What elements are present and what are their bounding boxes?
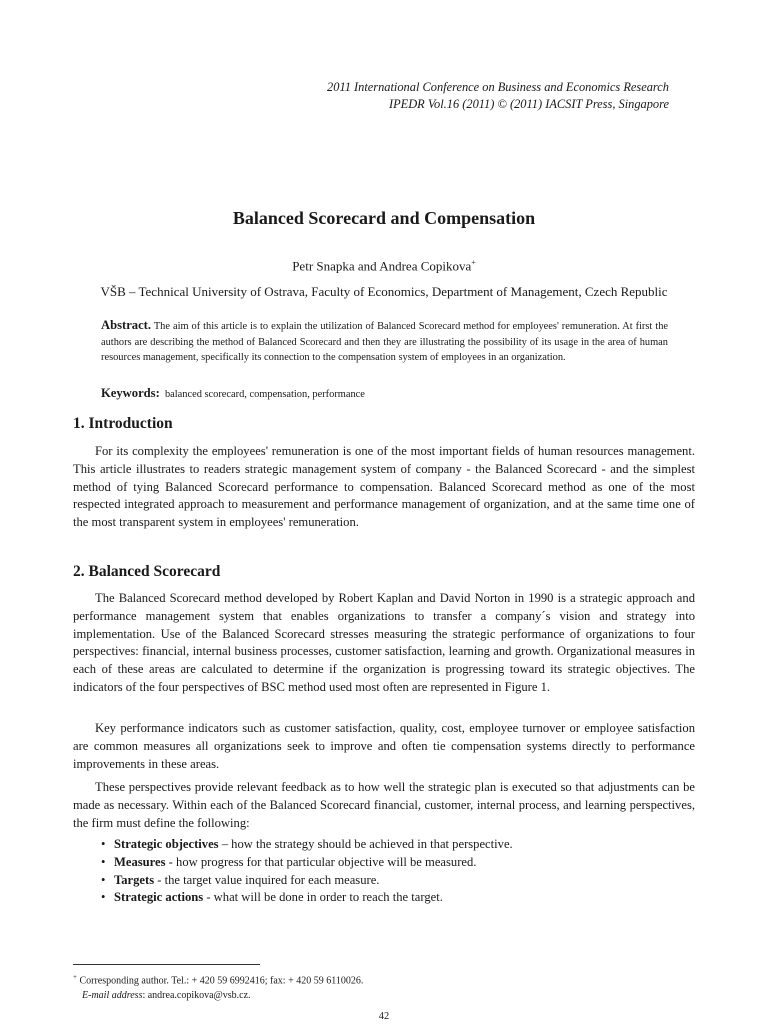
paper-title: Balanced Scorecard and Compensation xyxy=(232,208,536,228)
list-item-term: Strategic objectives xyxy=(114,837,219,851)
email-label: E-mail address xyxy=(82,989,143,1001)
keywords-text: balanced scorecard, compensation, performance xyxy=(164,389,365,400)
list-item-text: - the target value inquired for each measure. xyxy=(154,872,380,887)
balanced-scorecard-paragraph-3: These perspectives provide relevant feedback as to how well the strategic plan is executed so that adjustments can be made as necessary. Within each of the Balanced Scorecard financial, customer, internal process, and learning perspectives, the firm must define the following: xyxy=(73,780,695,830)
footnote-contact-text: Corresponding author. Tel.: + 420 59 6992416; fax: + 420 59 6110026. xyxy=(76,975,364,987)
list-item xyxy=(101,836,695,854)
footnote-contact xyxy=(73,970,363,989)
balanced-scorecard-paragraph-2: Key performance indicators such as customer satisfaction, quality, cost, employee turnover or employee satisfaction are common measures all organizations seek to improve and often tie compensation systems directly to performance improvements in these areas. xyxy=(73,721,695,771)
corresponding-author-mark: + xyxy=(471,258,476,267)
footnote-mark: + xyxy=(73,973,77,981)
footnote-divider xyxy=(73,964,260,965)
section-heading-introduction: 1. Introduction xyxy=(73,415,173,432)
bullet-icon: • xyxy=(101,854,106,869)
page-number: 42 xyxy=(378,1011,390,1022)
list-item xyxy=(101,889,695,907)
bullet-icon: • xyxy=(101,890,106,905)
list-item-term: Strategic actions xyxy=(114,890,204,905)
author-list xyxy=(0,258,768,274)
conference-header xyxy=(327,79,669,113)
list-item-text: - how progress for that particular objective will be measured. xyxy=(165,854,477,869)
footnote xyxy=(73,970,363,1004)
abstract-label: Abstract. xyxy=(101,318,152,332)
list-item-text: – how the strategy should be achieved in that perspective. xyxy=(218,837,513,851)
keywords xyxy=(101,386,365,401)
email-address: : andrea.copikova@vsb.cz. xyxy=(142,989,251,1001)
introduction-paragraph: For its complexity the employees' remuneration is one of the most important fields of human resources management. This article illustrates to readers strategic management system of company - the Balanced Scorecard - and the simplest method of tying Balanced Scorecard performance to compensation. Balanced Scorecard method as one of the most respected integrated approach to measurement and performance management of organization, and at the same time one of the most transparent system in employees' remuneration. xyxy=(73,444,695,530)
balanced-scorecard-paragraph-1: The Balanced Scorecard method developed by Robert Kaplan and David Norton in 1990 is a strategic approach and performance management system that enables organizations to transfer a company´s vision and strategy into implementation. Use of the Balanced Scorecard stresses measuring the strategic performance of organizations to four perspectives: financial, internal business processes, customer satisfaction, learning and growth. Organizational measures in each of these areas are calculated to determine if the organization is progressing toward its strategic objectives. The indicators of the four perspectives of BSC method used most often are represented in Figure 1. xyxy=(73,591,695,694)
list-item-text: - what will be done in order to reach the target. xyxy=(203,890,443,905)
keywords-label: Keywords: xyxy=(101,386,160,400)
abstract-text: The aim of this article is to explain the utilization of Balanced Scorecard method for employees' remuneration. At first the authors are describing the method of Balanced Scorecard and then they are illustrating the possibility of its usage in the area of human resources management, specifically its connection to the compensation system of employees in an organization. xyxy=(101,321,669,364)
section-heading-balanced-scorecard: 2. Balanced Scorecard xyxy=(73,563,221,580)
list-item xyxy=(101,854,695,872)
conference-header-line1: 2011 International Conference on Business and Economics Research xyxy=(327,80,669,94)
conference-header-line2: IPEDR Vol.16 (2011) © (2011) IACSIT Press, Singapore xyxy=(388,97,669,111)
footnote-email xyxy=(73,989,363,1004)
bullet-icon: • xyxy=(101,837,106,851)
perspective-definition-list xyxy=(101,836,695,907)
author-names: Petr Snapka and Andrea Copikova xyxy=(292,258,472,274)
affiliation: VŠB – Technical University of Ostrava, Faculty of Economics, Department of Management, Czech Republic xyxy=(100,284,668,299)
abstract xyxy=(101,318,668,366)
list-item xyxy=(101,872,695,890)
list-item-term: Targets xyxy=(114,872,155,887)
bullet-icon: • xyxy=(101,872,106,887)
list-item-term: Measures xyxy=(114,854,166,869)
